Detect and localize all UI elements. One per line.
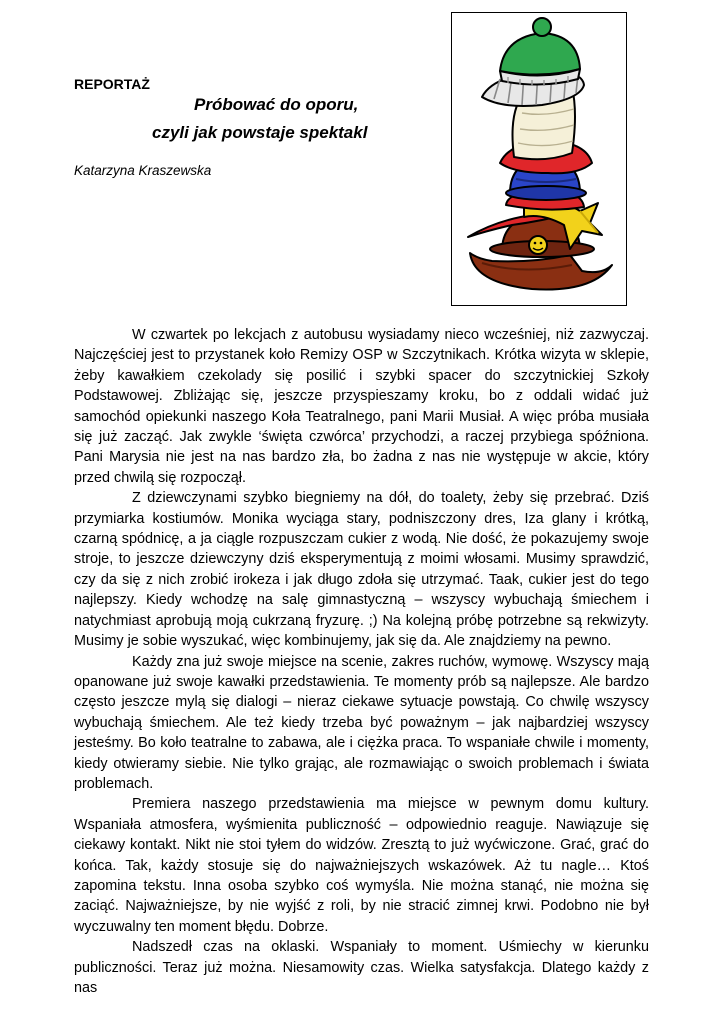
article-body [74,325,649,998]
paragraph: W czwartek po lekcjach z autobusu wysiadamy nieco wcześniej, niż zazwyczaj. Najczęściej jest to przystanek koło Remizy OSP w Szczytnikach. Krótka wizyta w sklepie, żeby kawałkiem czekolady się posilić i szybki spacer do szczytnickiej Szkoły Podstawowej. Zbliżając się, jeszcze przyspieszamy kroku, bo z oddali widać już samochód opiekunki naszego Koła Teatralnego, pani Marii Musiał. A więc próba musiała się już zacząć. Jak zwykle ‘święta czwórca’ przychodzi, a raczej przybiega spóźniona. Pani Marysia nie jest na nas bardzo zła, bo żadna z nas nie występuje w akcie, który przed chwilą się rozpoczął. [74,327,649,486]
green-beanie-shape [500,33,580,75]
article-title-line-2: czyli jak powstaje spektakl [152,123,368,142]
section-label: REPORTAŻ [74,76,150,92]
paragraph: Premiera naszego przedstawienia ma miejsce w pewnym domu kultury. Wspaniała atmosfera, wyśmienita publiczność – odpowiednio reaguje. Nawiązuje się ciekawy kontakt. Nikt nie stoi tyłem do widzów. Zresztą to już wyćwiczone. Grać, grać do końca. Tak, każdy stosuje się do najważniejszych wskazówek. Aż tu nagle… Ktoś zapomina tekstu. Inna osoba szybko coś wymyśla. Nie można stanąć, nie można się zaciąć. Najważniejsze, by nie wyjść z roli, by nie stracić zimnej krwi. Podobno nie był wyczuwalny ten moment błędu. Dobrze. [74,796,649,935]
article-title-line-1: Próbować do oporu, [194,95,359,114]
pompom-shape [533,18,551,36]
paragraph: Każdy zna już swoje miejsce na scenie, zakres ruchów, wymowę. Wszyscy mają opanowane już swoje kawałki przedstawienia. Te momenty prób są najlepsze. Ale bardzo często jeszcze mylą się dialogi – nieraz ciekawe sytuacje powstają. Co chwilę wszyscy wybuchają śmiechem. Ale też kiedy trzeba być poważnym – jak najbardziej wszyscy jesteśmy. Bo koło teatralne to zabawa, ale i ciężka praca. To wspaniałe chwile i momenty, kiedy otwieramy siebie. Nie tylko grając, ale rozmawiając o swoich problemach i świata problemach. [74,653,649,792]
paragraph: Z dziewczynami szybko biegniemy na dół, do toalety, żeby się przebrać. Dziś przymiarka kostiumów. Monika wyciąga stary, podniszczony dres, Iza glany i krótką, czarną spódnicę, a ja ciągle rozpuszczam cukier z wodą. Nie dość, że pokazujemy swoje stroje, to jeszcze dziewczyny dziś eksperymentują z moimi włosami. Musimy sprawdzić, czy da się z nich zrobić irokeza i jak długo zdoła się utrzymać. Taak, cukier jest do tego najlepszy. Kiedy wchodzę na salę gimnastyczną – wszyscy wybuchają śmiechem i natychmiast aprobują moją cukrzaną fryzurę. ;) Na kolejną próbę potrzebne są rekwizyty. Musimy je sobie wyszukać, więc kombinujemy, jak się da. Ale znajdziemy na pewno. [74,490,649,650]
hats-illustration [451,12,627,306]
stacked-hats-icon [452,13,626,305]
shoe-shape [470,253,612,290]
author-name: Katarzyna Kraszewska [74,163,212,178]
paragraph: Nadszedł czas na oklaski. Wspaniały to moment. Uśmiechy w kierunku publiczności. Teraz już można. Niesamowity czas. Wielka satysfakcja. Dlatego każdy z nas [74,939,649,996]
